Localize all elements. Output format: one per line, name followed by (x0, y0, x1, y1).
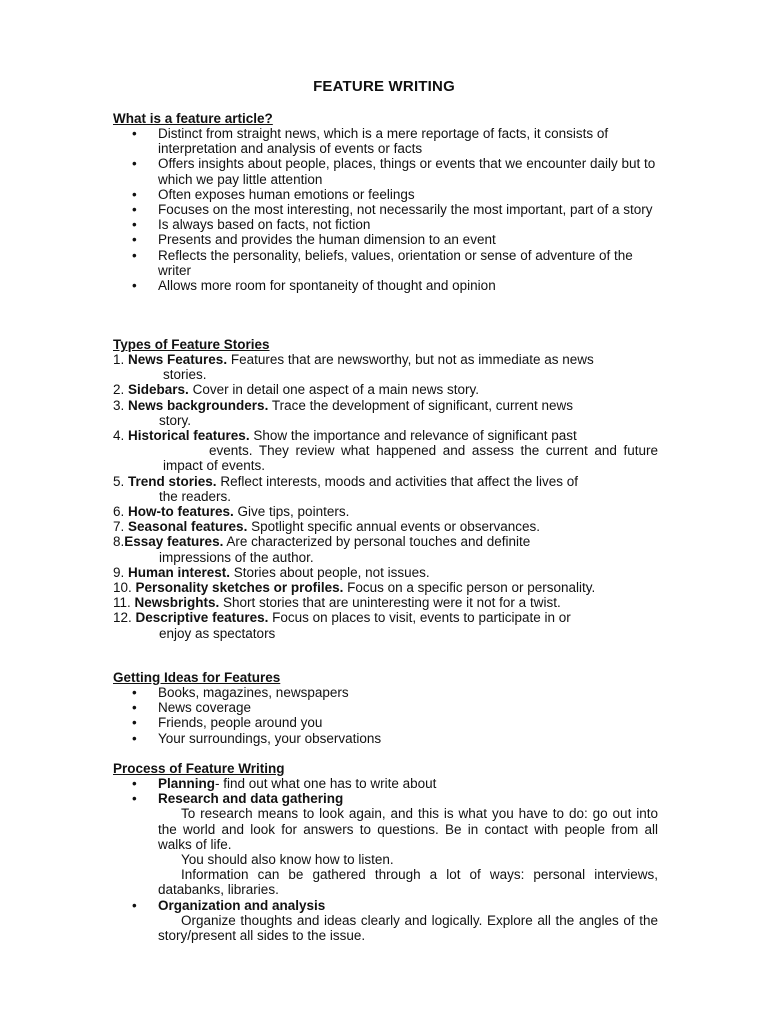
type-item: 9. Human interest. Stories about people, not issues. (113, 564, 430, 580)
what-heading: What is a feature article? (113, 111, 273, 126)
type-item: 7. Seasonal features. Spotlight specific annual events or observances. (113, 519, 540, 535)
list-item: • Is always based on facts, not fiction (113, 217, 658, 232)
type-item: 3. News backgrounders. Trace the development of significant, current news (113, 397, 573, 413)
type-item: 4. Historical features. Show the importance and relevance of significant past (113, 428, 577, 444)
process-item-planning: • Planning- find out what one has to write about (113, 776, 658, 791)
list-item: • Focuses on the most interesting, not necessarily the most important, part of a story (113, 202, 658, 217)
type-item: 2. Sidebars. Cover in detail one aspect of a main news story. (113, 382, 479, 398)
ideas-heading: Getting Ideas for Features (113, 670, 281, 685)
process-list (113, 776, 658, 943)
list-item: • Often exposes human emotions or feelings (113, 187, 658, 202)
type-item-continuation: enjoy as spectators (159, 625, 276, 641)
type-item: 6. How-to features. Give tips, pointers. (113, 504, 350, 520)
type-item: 10. Personality sketches or profiles. Focus on a specific person or personality. (113, 580, 596, 596)
what-list (113, 126, 658, 293)
type-item: 12. Descriptive features. Focus on places to visit, events to participate in or (113, 610, 571, 626)
process-heading: Process of Feature Writing (113, 761, 285, 776)
list-item: • Presents and provides the human dimension to an event (113, 232, 658, 247)
list-item: • Books, magazines, newspapers (113, 685, 658, 700)
type-item-continuation: impressions of the author. (159, 549, 314, 565)
type-item: 8.Essay features. Are characterized by personal touches and definite (113, 534, 531, 550)
type-item: 1. News Features. Features that are newsworthy, but not as immediate as news (113, 352, 594, 367)
research-paragraph: Information can be gathered through a lot of ways: personal interviews, databanks, libraries. (158, 867, 658, 898)
type-item-continuation: story. (159, 412, 192, 428)
list-item: • Allows more room for spontaneity of thought and opinion (113, 278, 658, 293)
list-item: • Reflects the personality, beliefs, values, orientation or sense of adventure of the writer (113, 248, 658, 278)
organization-paragraph: Organize thoughts and ideas clearly and logically. Explore all the angles of the story/present all sides to the issue. (158, 912, 658, 944)
list-item: • Your surroundings, your observations (113, 731, 658, 746)
list-item: • News coverage (113, 700, 658, 715)
list-item: • Offers insights about people, places, things or events that we encounter daily but to which we pay little attention (113, 156, 658, 186)
list-item: • Friends, people around you (113, 715, 658, 730)
list-item: • Distinct from straight news, which is a mere reportage of facts, it consists of interpretation and analysis of events or facts (113, 126, 658, 156)
type-item-continuation: events. They review what happened and assess the current and future impact of events. (163, 443, 658, 474)
research-paragraph: You should also know how to listen. (181, 852, 394, 868)
research-paragraph: To research means to look again, and this is what you have to do: go out into the world and look for answers to questions. Be in contact with people from all walks of life. (158, 806, 658, 852)
process-item-organization: • Organization and analysis (113, 898, 658, 913)
types-list (113, 352, 658, 641)
type-item: 5. Trend stories. Reflect interests, moods and activities that affect the lives of (113, 473, 578, 489)
page-title: FEATURE WRITING (313, 78, 455, 95)
type-item-continuation: the readers. (159, 488, 232, 504)
types-heading: Types of Feature Stories (113, 337, 270, 352)
process-item-research: • Research and data gathering (113, 791, 658, 806)
ideas-list (113, 685, 658, 746)
type-item: 11. Newsbrights. Short stories that are uninteresting were it not for a twist. (113, 595, 561, 611)
type-item-continuation: stories. (163, 367, 207, 383)
